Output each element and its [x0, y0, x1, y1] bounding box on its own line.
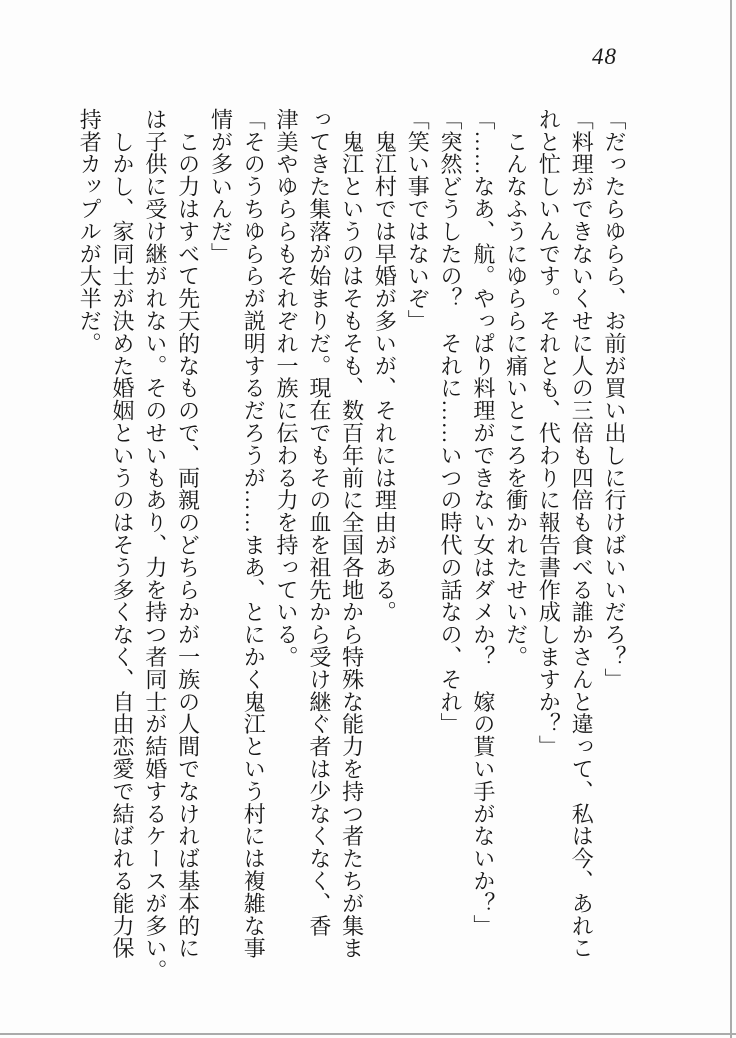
- text-line: は子供に受け継がれない。そのせいもあり、力を持つ者同士が結婚するケースが多い。: [142, 108, 168, 982]
- text-line: 「そのうちゆららが説明するだろうが……まあ、とにかく鬼江という村には複雑な事: [241, 108, 267, 960]
- page-edge-right: [730, 0, 732, 1038]
- text-line: 情が多いんだ」: [208, 108, 234, 265]
- text-line: 「料理ができないくせに人の三倍も四倍も食べる誰かさんと違って、私は今、あれこ: [569, 108, 595, 960]
- text-line: れと忙しいんです。それとも、代わりに報告書作成しますか？」: [536, 108, 562, 758]
- text-line: 持者カップルが大半だ。: [77, 108, 103, 355]
- text-line: 鬼江というのはそもそも、数百年前に全国各地から特殊な能力を持つ者たちが集ま: [339, 108, 365, 960]
- text-line: 「だったらゆらら、お前が買い出しに行けばいいだろ？」: [602, 108, 627, 691]
- text-line: 津美やゆららもそれぞれ一族に伝わる力を持っている。: [274, 108, 300, 668]
- vertical-text-body: [72, 108, 630, 982]
- text-line: しかし、家同士が決めた婚姻というのはそう多くなく、自由恋愛で結ばれる能力保: [110, 108, 136, 960]
- page-number: 48: [592, 44, 617, 69]
- text-line: 「……なあ、航。やっぱり料理ができない女はダメか？ 嫁の貰い手がないか？」: [470, 108, 496, 937]
- text-line: こんなふうにゆららに痛いところを衝かれたせいだ。: [503, 108, 529, 668]
- page-edge-bottom: [0, 1033, 736, 1035]
- text-line: ってきた集落が始まりだ。現在でもその血を祖先から受け継ぐ者は少なくなく、香: [306, 108, 332, 937]
- text-line: 鬼江村では早婚が多いが、それには理由がある。: [372, 108, 398, 624]
- text-line: 「笑い事ではないぞ」: [405, 108, 431, 332]
- text-line: この力はすべて先天的なもので、両親のどちらかが一族の人間でなければ基本的に: [175, 108, 201, 960]
- text-line: 「突然どうしたの？ それに……いつの時代の話なの、それ」: [438, 108, 464, 736]
